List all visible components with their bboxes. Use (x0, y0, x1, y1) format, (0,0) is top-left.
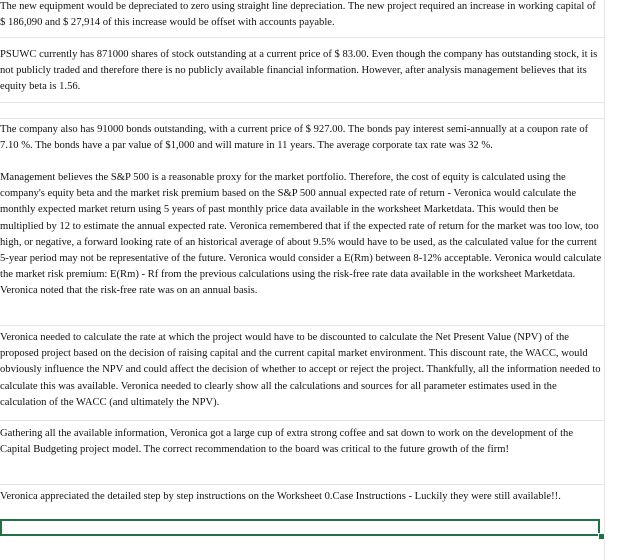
row-gridline (0, 37, 604, 38)
cell-stock-beta[interactable] (0, 47, 603, 96)
row-gridline (0, 484, 604, 485)
cell-text: The new equipment would be depreciated to zero using straight line depreciation. The new project required an increase in working capital of $ 186,090 and $ 27,914 of this increase would be offset with accounts payable. (0, 1, 596, 29)
cell-case-instructions[interactable] (0, 489, 603, 505)
cell-text: The company also has 91000 bonds outstanding, with a current price of $ 927.00. The bonds pay interest semi-annually at a coupon rate of 7.10 %. The bonds have a par value of $1,000 and will mature in 11 years. The average corporate tax rate was 32 %. (0, 124, 589, 152)
column-gridline (604, 0, 605, 560)
row-gridline (0, 118, 604, 119)
cell-wacc-npv[interactable] (0, 330, 603, 411)
cell-text: Management believes the S&P 500 is a reasonable proxy for the market portfolio. Therefore, the cost of equity is calculated using the company's equity beta and the market risk premium based on the S&P 500 annual expected rate of return - Veronica would calculate the monthly expected market return using 5 years of past monthly price data available in the worksheet Marketdata. This would then be multiplied by 12 to estimate the annual expected rate. Veronica remembered that if the expected rate of return for the market was too low, too high, or negative, a forward looking rate of an historical average of about 9.5% would have to be used, as the calculated value for the current 5-year period may not be representative of the future. Veronica would consider a E(Rm) between 8-12% acceptable. Veronica would calculate the market risk premium: E(Rm) - Rf from the previous calculations using the risk-free rate data available in the worksheet Marketdata. Veronica noted that the risk-free rate was on an annual basis. (0, 172, 602, 297)
fill-handle[interactable] (598, 533, 605, 540)
row-gridline (0, 420, 604, 421)
row-gridline (0, 102, 604, 103)
active-cell-selection[interactable] (0, 519, 600, 536)
cell-text: PSUWC currently has 871000 shares of stock outstanding at a current price of $ 83.00. Even though the company has outstanding stock, it is not publicly traded and therefore there is no publicly available financial information. However, after analysis management believes that its equity beta is 1.56. (0, 49, 598, 93)
cell-coffee-model[interactable] (0, 426, 603, 458)
cell-text: Gathering all the available information, Veronica got a large cup of extra strong coffee and sat down to work on the development of the Capital Budgeting project model. The correct recommendation to the board was critical to the future growth of the firm! (0, 428, 574, 456)
cell-market-risk-premium[interactable] (0, 170, 603, 300)
cell-text: Veronica needed to calculate the rate at which the project would have to be discounted to calculate the Net Present Value (NPV) of the proposed project based on the decision of raising capital and the current capital market environment. This discount rate, the WACC, would obviously influence the NPV and could affect the decision of whether to accept or reject the project. Thankfully, all the information needed to calculate this was available. Veronica needed to clearly show all the calculations and sources for all parameter estimates used in the calculation of the WACC (and ultimately the NPV). (0, 332, 601, 408)
cell-equipment-working-capital[interactable] (0, 0, 603, 31)
cell-bonds-tax[interactable] (0, 122, 603, 154)
row-gridline (0, 325, 604, 326)
cell-text: Veronica appreciated the detailed step by step instructions on the Worksheet 0.Case Instructions - Luckily they were still available!!. (0, 491, 561, 502)
